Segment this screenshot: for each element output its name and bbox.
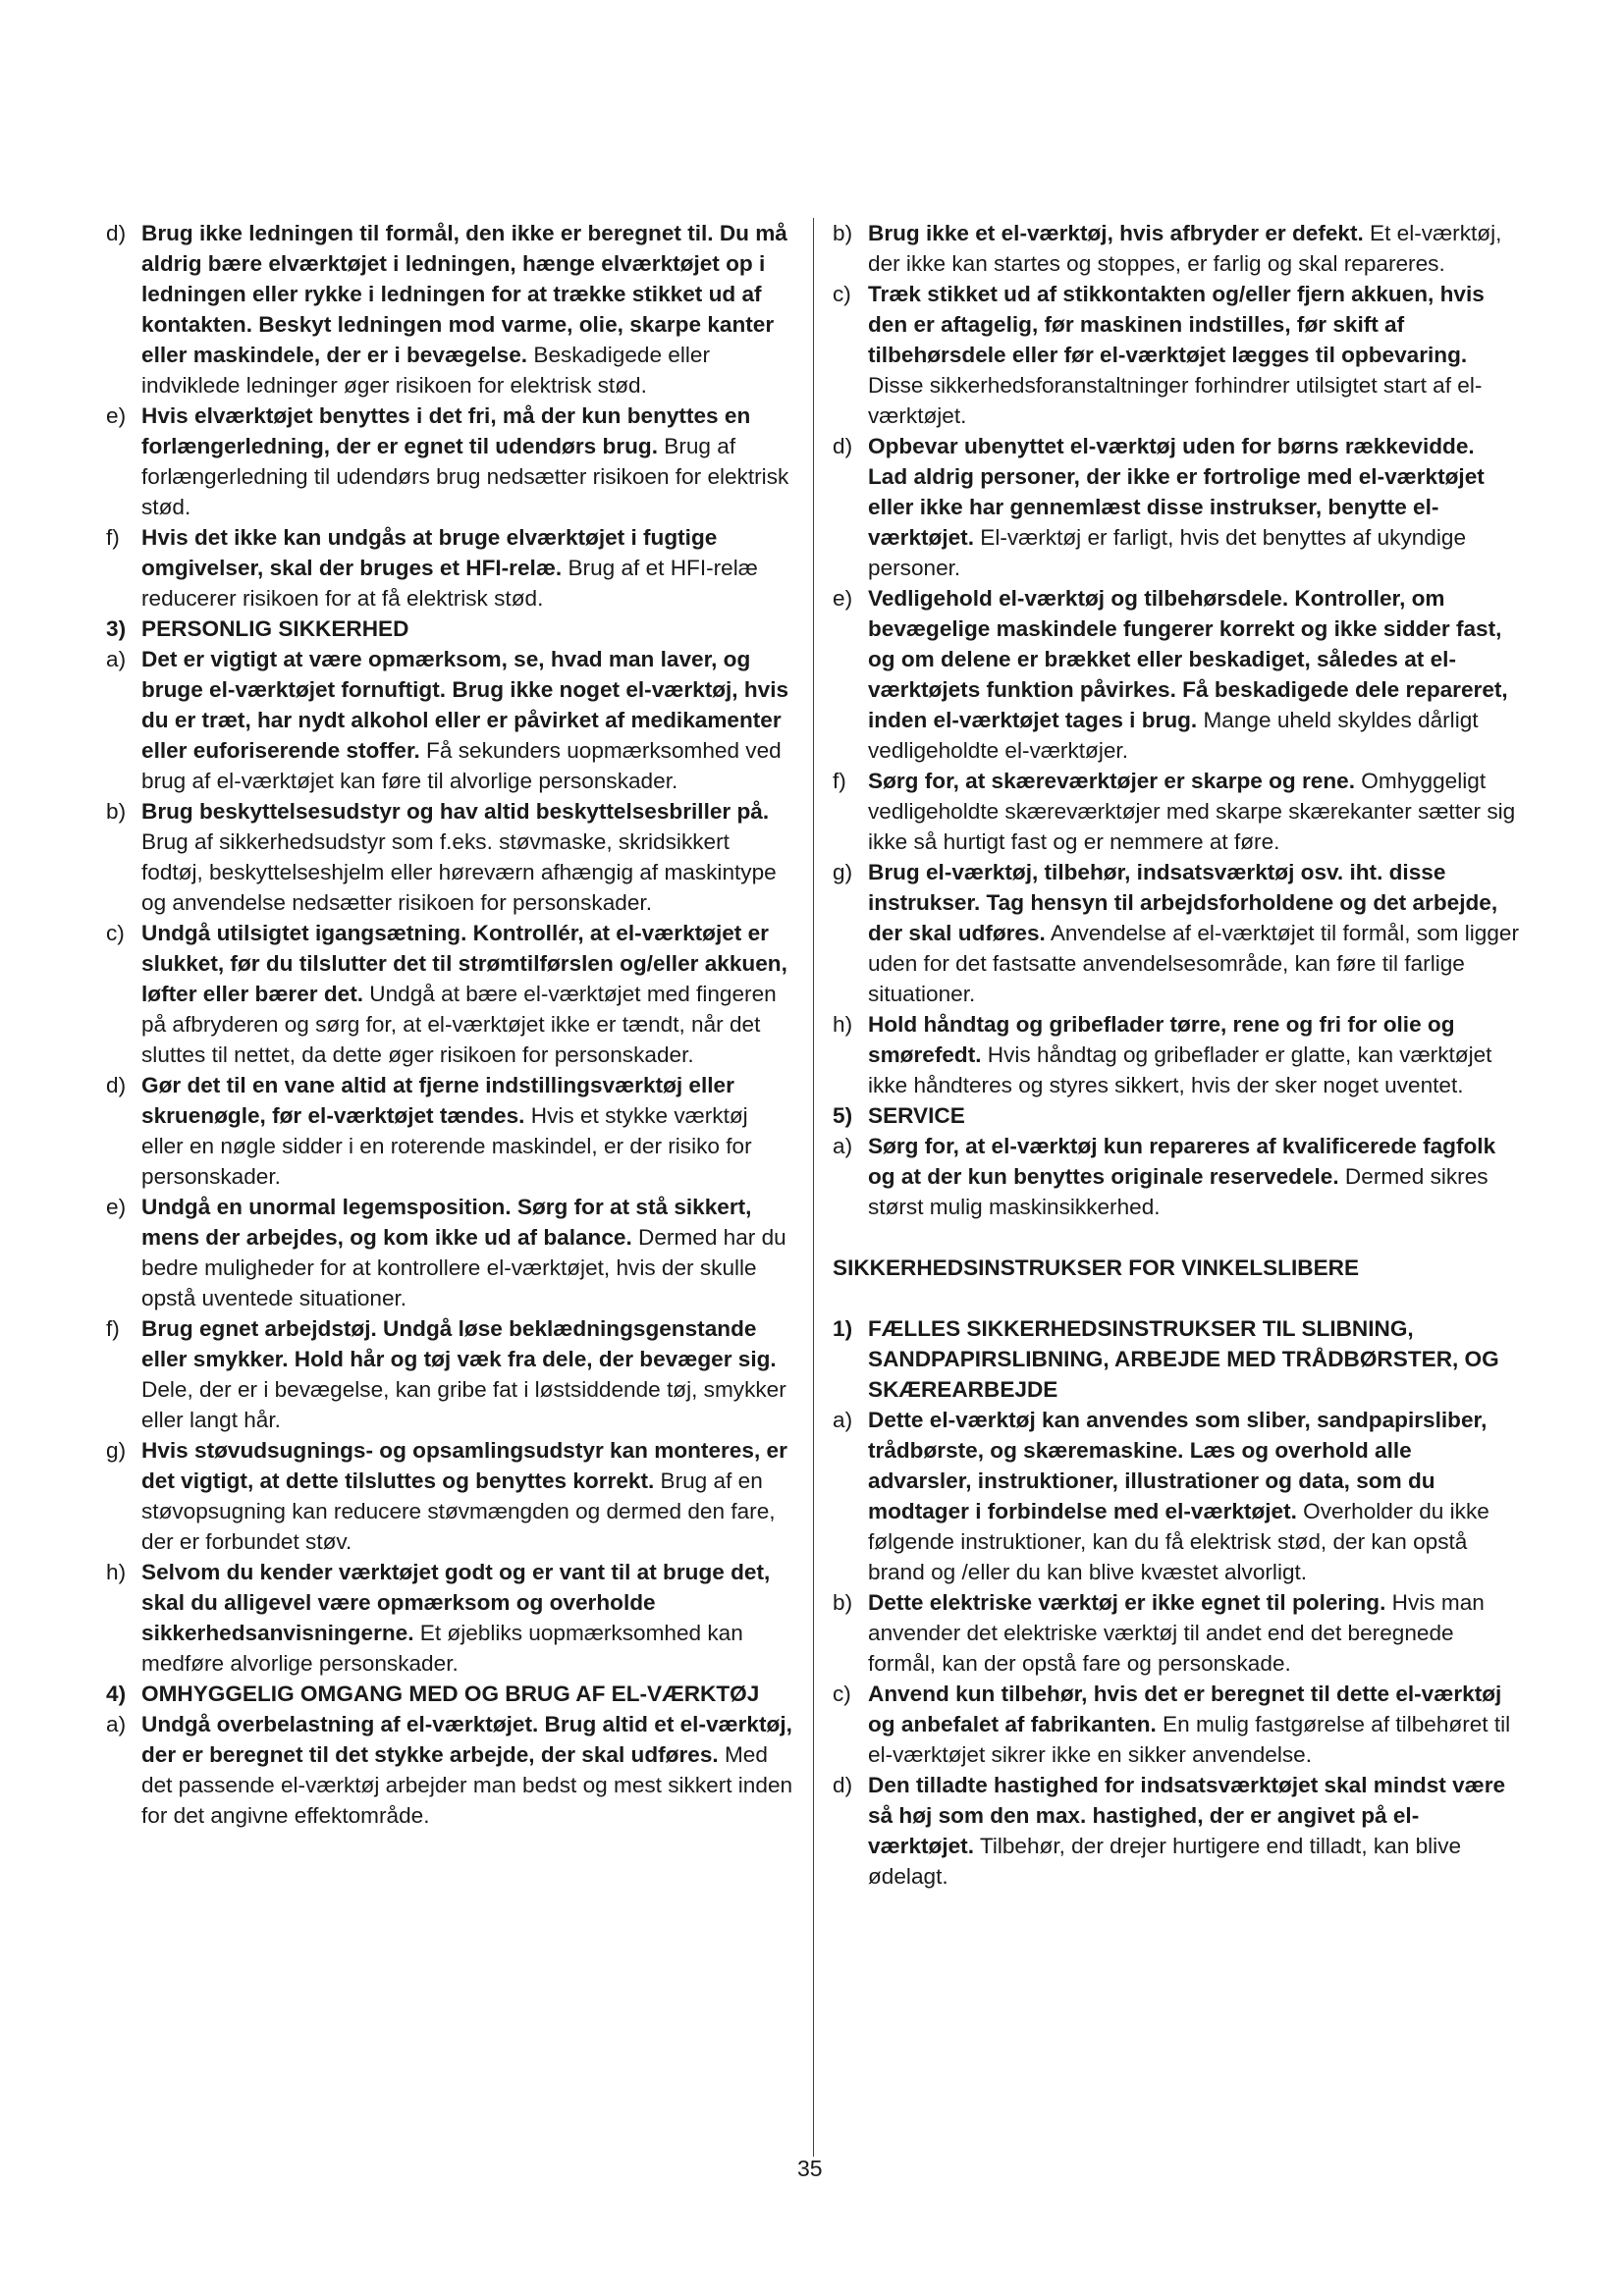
right-column [833, 218, 1520, 1892]
section-heading-3 [106, 614, 793, 644]
item-body [141, 1557, 793, 1679]
item-marker: a) [833, 1408, 853, 1432]
item-plain-text: Anvendelse af el-værktøjet til formål, som ligger uden for det fastsatte anvendelsesområde, kan føre til farlige situationer. [868, 921, 1520, 1006]
item-bold-text: Den tilladte hastighed for indsatsværktøjet skal mindst være så høj som den max. hastighed, der er angivet på el-værktøjet. [868, 1773, 1506, 1858]
item-bold-text: Brug egnet arbejdstøj. Undgå løse beklædningsgenstande eller smykker. Hold hår og tøj væk fra dele, der bevæger sig. [141, 1316, 777, 1371]
item-body [868, 1405, 1520, 1587]
item-plain-text: El-værktøj er farligt, hvis det benyttes af ukyndige personer. [868, 525, 1467, 580]
item-bold-text: Træk stikket ud af stikkontakten og/eller fjern akkuen, hvis den er aftagelig, før maskinen indstilles, før skift af tilbehørsdele eller før el-værktøjet lægges til opbevaring. [868, 282, 1485, 367]
column-divider [813, 218, 814, 2157]
list-item-4g [833, 857, 1520, 1009]
item-plain-text: Omhyggeligt vedligeholdte skæreværktøjer med skarpe skærekanter sætter sig ikke så hurtigt fast og er nemmere at føre. [868, 769, 1516, 854]
item-body [141, 1070, 793, 1192]
item-plain-text: Undgå at bære el-værktøjet med fingeren på afbryderen og sørg for, at el-værktøjet ikke er tændt, når det sluttes til nettet, da dette øger risikoen for personskader. [141, 982, 777, 1067]
list-item-4f [833, 766, 1520, 857]
item-bold-text: Vedligehold el-værktøj og tilbehørsdele. Kontroller, om bevægelige maskindele fungerer korrekt og ikke sidder fast, og om delene er brækket eller beskadiget, således at el-værktøjets funktion påvirkes. Få beskadigede dele repareret, inden el-værktøjet tages i brug. [868, 586, 1508, 732]
item-plain-text: Hvis man anvender det elektriske værktøj til andet end det beregnede formål, kan der opstå fare og personskade. [868, 1590, 1485, 1676]
list-item-4b [833, 218, 1520, 279]
item-bold-text: Sørg for, at el-værktøj kun repareres af kvalificerede fagfolk og at der kun benyttes originale reservedele. [868, 1134, 1496, 1189]
section-marker: 5) [833, 1103, 853, 1128]
list-item-3h [106, 1557, 793, 1679]
item-body [868, 279, 1520, 431]
item-plain-text: Brug af sikkerhedsudstyr som f.eks. støvmaske, skridsikkert fodtøj, beskyttelseshjelm eller høreværn afhængig af maskintype og anvendelse nedsætter risikoen for personskader. [141, 829, 777, 915]
item-marker: h) [106, 1560, 127, 1584]
item-plain-text: En mulig fastgørelse af tilbehøret til el-værktøjet sikrer ikke en sikker anvendelse. [868, 1712, 1511, 1767]
item-marker: d) [833, 434, 853, 458]
item-plain-text: Tilbehør, der drejer hurtigere end tilladt, kan blive ødelagt. [868, 1834, 1462, 1889]
item-plain-text: Disse sikkerhedsforanstaltninger forhindrer utilsigtet start af el-værktøjet. [868, 373, 1483, 428]
item-marker: a) [106, 1712, 127, 1736]
item-marker: a) [106, 647, 127, 671]
item-bold-text: Hold håndtag og gribeflader tørre, rene og fri for olie og smørefedt. [868, 1012, 1455, 1067]
list-item-3g [106, 1435, 793, 1557]
item-marker: a) [833, 1134, 853, 1158]
item-body [141, 1313, 793, 1435]
item-marker: f) [106, 1316, 120, 1341]
item-body [141, 644, 793, 796]
item-body [141, 796, 793, 918]
item-body [868, 1679, 1520, 1770]
item-bold-text: Gør det til en vane altid at fjerne indstillingsværktøj eller skruenøgle, før el-værktøjet tændes. [141, 1073, 734, 1128]
item-marker: f) [106, 525, 120, 550]
item-bold-text: Undgå overbelastning af el-værktøjet. Brug altid et el-værktøj, der er beregnet til det stykke arbejde, der skal udføres. [141, 1712, 792, 1767]
page-number: 35 [797, 2156, 823, 2181]
item-marker: c) [106, 921, 125, 945]
item-plain-text: Dermed sikres størst mulig maskinsikkerhed. [868, 1164, 1489, 1219]
item-plain-text: Få sekunders uopmærksomhed ved brug af el-værktøjet kan føre til alvorlige personskader. [141, 738, 782, 793]
item-body [868, 1009, 1520, 1100]
item-body [868, 583, 1520, 766]
list-item-1c [833, 1679, 1520, 1770]
item-bold-text: Opbevar ubenyttet el-værktøj uden for børns rækkevidde. Lad aldrig personer, der ikke er fortrolige med el-værktøjet eller ikke har gennemlæst disse instrukser, benytte el-værktøjet. [868, 434, 1485, 550]
item-plain-text: Overholder du ikke følgende instruktioner, kan du få elektrisk stød, der kan opstå brand og /eller du kan blive kvæstet alvorligt. [868, 1499, 1489, 1584]
list-item-1b [833, 1587, 1520, 1679]
list-item-4a [106, 1709, 793, 1831]
item-plain-text: Med det passende el-værktøj arbejder man bedst og mest sikkert inden for det angivne effektområde. [141, 1742, 793, 1828]
item-body [868, 1770, 1520, 1892]
section-marker: 3) [106, 616, 127, 641]
list-item-3d [106, 1070, 793, 1192]
list-item-2f [106, 522, 793, 614]
list-item-3e [106, 1192, 793, 1313]
item-body [868, 431, 1520, 583]
item-bold-text: Brug el-værktøj, tilbehør, indsatsværktøj osv. iht. disse instrukser. Tag hensyn til arbejdsforholdene og det arbejde, der skal udføres. [868, 860, 1498, 945]
item-body [141, 522, 793, 614]
item-plain-text: Dermed har du bedre muligheder for at kontrollere el-værktøjet, hvis der skulle opstå uventede situationer. [141, 1225, 786, 1310]
list-item-5a [833, 1131, 1520, 1222]
item-marker: e) [833, 586, 853, 611]
list-item-4h [833, 1009, 1520, 1100]
item-plain-text: Brug af forlængerledning til udendørs brug nedsætter risikoen for elektrisk stød. [141, 434, 789, 519]
spacer [833, 1283, 1520, 1313]
item-plain-text: Et el-værktøj, der ikke kan startes og stoppes, er farlig og skal repareres. [868, 221, 1502, 276]
item-bold-text: Dette elektriske værktøj er ikke egnet til polering. [868, 1590, 1386, 1615]
item-bold-text: Sørg for, at skæreværktøjer er skarpe og rene. [868, 769, 1356, 793]
item-plain-text: Brug af en støvopsugning kan reducere støvmængden og dermed den fare, der er forbundet støv. [141, 1468, 776, 1554]
item-bold-text: Undgå en unormal legemsposition. Sørg for at stå sikkert, mens der arbejdes, og kom ikke ud af balance. [141, 1195, 752, 1250]
list-item-2d [106, 218, 793, 400]
item-plain-text: Et øjebliks uopmærksomhed kan medføre alvorlige personskader. [141, 1621, 743, 1676]
section-heading-4 [106, 1679, 793, 1709]
item-body [141, 1709, 793, 1831]
item-marker: c) [833, 282, 851, 306]
item-bold-text: Brug beskyttelsesudstyr og hav altid beskyttelsesbriller på. [141, 799, 770, 824]
item-marker: h) [833, 1012, 853, 1037]
main-section-heading: SIKKERHEDSINSTRUKSER FOR VINKELSLIBERE [833, 1255, 1360, 1280]
item-body [868, 1587, 1520, 1679]
spacer [833, 1222, 1520, 1253]
section-heading-5 [833, 1100, 1520, 1131]
section-title: FÆLLES SIKKERHEDSINSTRUKSER TIL SLIBNING, SANDPAPIRSLIBNING, ARBEJDE MED TRÅDBØRSTER, OG SKÆREARBEJDE [868, 1316, 1499, 1402]
item-bold-text: Hvis støvudsugnings- og opsamlingsudstyr kan monteres, er det vigtigt, at dette tilsluttes og benyttes korrekt. [141, 1438, 787, 1493]
item-bold-text: Dette el-værktøj kan anvendes som sliber, sandpapirsliber, trådbørste, og skæremaskine. Læs og overhold alle advarsler, instruktioner, illustrationer og data, som du modtager i forbindelse med el-værktøjet. [868, 1408, 1488, 1523]
list-item-3a [106, 644, 793, 796]
item-marker: e) [106, 403, 127, 428]
left-column [106, 218, 793, 1831]
list-item-4d [833, 431, 1520, 583]
item-marker: b) [833, 221, 853, 245]
section-heading-1 [833, 1313, 1520, 1405]
item-body [868, 857, 1520, 1009]
list-item-4c [833, 279, 1520, 431]
list-item-3b [106, 796, 793, 918]
list-item-3c [106, 918, 793, 1070]
list-item-3f [106, 1313, 793, 1435]
item-marker: b) [833, 1590, 853, 1615]
item-plain-text: Hvis et stykke værktøj eller en nøgle sidder i en roterende maskindel, er der risiko for personskader. [141, 1103, 752, 1189]
item-body [141, 1192, 793, 1313]
list-item-2e [106, 400, 793, 522]
item-bold-text: Hvis det ikke kan undgås at bruge elværktøjet i fugtige omgivelser, skal der bruges et HFI-relæ. [141, 525, 718, 580]
item-marker: c) [833, 1682, 851, 1706]
item-marker: g) [833, 860, 853, 884]
section-title: OMHYGGELIG OMGANG MED OG BRUG AF EL-VÆRKTØJ [141, 1682, 760, 1706]
item-body [868, 1131, 1520, 1222]
item-bold-text: Anvend kun tilbehør, hvis det er beregnet til dette el-værktøj og anbefalet af fabrikanten. [868, 1682, 1502, 1736]
item-body [141, 1435, 793, 1557]
section-title: PERSONLIG SIKKERHED [141, 616, 409, 641]
item-bold-text: Brug ikke et el-værktøj, hvis afbryder er defekt. [868, 221, 1364, 245]
item-plain-text: Brug af et HFI-relæ reducerer risikoen for at få elektrisk stød. [141, 556, 758, 611]
section-marker: 1) [833, 1316, 853, 1341]
item-bold-text: Brug ikke ledningen til formål, den ikke er beregnet til. Du må aldrig bære elværktøjet i ledningen, hænge elværktøjet op i ledningen eller rykke i ledningen for at trække stikket ud af kontakten. Beskyt ledningen mod varme, olie, skarpe kanter eller maskindele, der er i bevægelse. [141, 221, 787, 367]
item-bold-text: Selvom du kender værktøjet godt og er vant til at bruge det, skal du alligevel være opmærksom og overholde sikkerhedsanvisningerne. [141, 1560, 771, 1645]
item-plain-text: Beskadigede eller indviklede ledninger øger risikoen for elektrisk stød. [141, 343, 710, 398]
item-bold-text: Hvis elværktøjet benyttes i det fri, må der kun benyttes en forlængerledning, der er egnet til udendørs brug. [141, 403, 751, 458]
item-marker: e) [106, 1195, 127, 1219]
section-title: SERVICE [868, 1103, 965, 1128]
item-plain-text: Hvis håndtag og gribeflader er glatte, kan værktøjet ikke håndteres og styres sikkert, hvis der sker noget uventet. [868, 1042, 1492, 1097]
item-marker: f) [833, 769, 846, 793]
list-item-4e [833, 583, 1520, 766]
item-marker: d) [106, 1073, 127, 1097]
item-body [868, 218, 1520, 279]
item-marker: d) [106, 221, 127, 245]
item-body [141, 218, 793, 400]
item-plain-text: Dele, der er i bevægelse, kan gribe fat i løstsiddende tøj, smykker eller langt hår. [141, 1377, 786, 1432]
item-marker: d) [833, 1773, 853, 1797]
section-marker: 4) [106, 1682, 127, 1706]
item-plain-text: Mange uheld skyldes dårligt vedligeholdte el-værktøjer. [868, 708, 1479, 763]
list-item-1a [833, 1405, 1520, 1587]
item-body [141, 400, 793, 522]
item-body [141, 918, 793, 1070]
list-item-1d [833, 1770, 1520, 1892]
item-body [868, 766, 1520, 857]
item-bold-text: Det er vigtigt at være opmærksom, se, hvad man laver, og bruge el-værktøjet fornuftigt. Brug ikke noget el-værktøj, hvis du er træt, har nydt alkohol eller er påvirket af medikamenter eller euforiserende stoffer. [141, 647, 789, 763]
item-marker: g) [106, 1438, 127, 1463]
item-marker: b) [106, 799, 127, 824]
item-bold-text: Undgå utilsigtet igangsætning. Kontrollér, at el-værktøjet er slukket, før du tilslutter det til strømtilførslen og/eller akkuen, løfter eller bærer det. [141, 921, 787, 1006]
